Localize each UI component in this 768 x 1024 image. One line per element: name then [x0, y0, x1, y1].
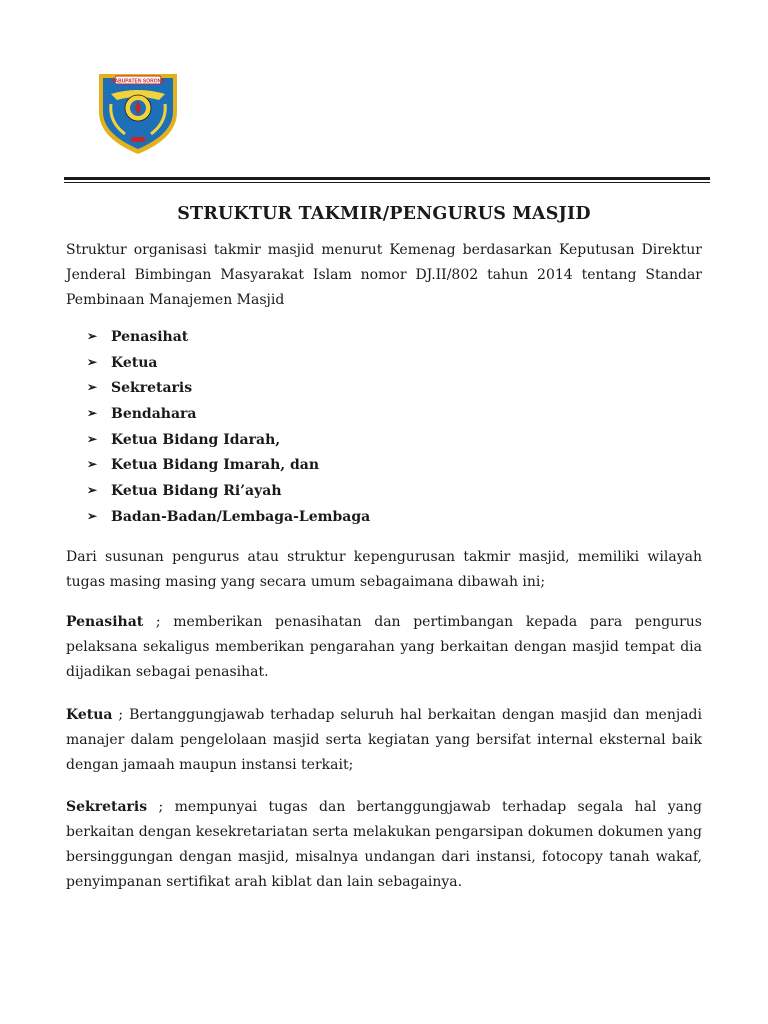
list-item	[87, 478, 370, 504]
list-item-label: Bendahara	[111, 406, 197, 423]
list-item-label: Sekretaris	[111, 380, 193, 397]
header-rule-thin	[64, 182, 710, 183]
structure-list	[87, 324, 370, 530]
list-item-label: Ketua Bidang Idarah,	[111, 431, 281, 448]
duties-intro-paragraph: Dari susunan pengurus atau struktur kepengurusan takmir masjid, memiliki wilayah tugas masing masing yang secara umum sebagaimana dibawah ini;	[66, 549, 702, 590]
section-text: ; memberikan penasihatan dan pertimbangan kepada para pengurus pelaksana sekaligus memberikan pengarahan yang berkaitan dengan masjid tempat dia dijadikan sebagai penasihat.	[66, 614, 702, 680]
list-item	[87, 452, 370, 478]
header-rule-thick	[64, 177, 710, 180]
list-item	[87, 401, 370, 427]
arrow-bullet-icon: ➢	[87, 483, 98, 498]
list-item	[87, 427, 370, 453]
list-item	[87, 504, 370, 530]
list-item	[87, 324, 370, 350]
section-text: ; Bertanggungjawab terhadap seluruh hal berkaitan dengan masjid dan menjadi manajer dalam pengelolaan masjid serta kegiatan yang bersifat internal eksternal baik dengan jamaah maupun instansi terkait;	[66, 707, 702, 773]
arrow-bullet-icon: ➢	[87, 508, 98, 523]
arrow-bullet-icon: ➢	[87, 457, 98, 472]
list-item	[87, 375, 370, 401]
list-item-label: Ketua	[111, 354, 158, 371]
arrow-bullet-icon: ➢	[87, 406, 98, 421]
section-text: ; mempunyai tugas dan bertanggungjawab terhadap segala hal yang berkaitan dengan kesekretariatan serta melakukan pengarsipan dokumen dokumen yang bersinggungan dengan masjid, misalnya undangan dari instansi, fotocopy tanah wakaf, penyimpanan sertifikat arah kiblat dan lain sebagainya.	[66, 799, 702, 890]
list-item	[87, 350, 370, 376]
list-item-label: Penasihat	[111, 329, 189, 345]
list-item-label: Ketua Bidang Imarah, dan	[111, 457, 320, 474]
arrow-bullet-icon: ➢	[87, 329, 98, 343]
regency-crest-logo	[93, 64, 183, 156]
arrow-bullet-icon: ➢	[87, 431, 98, 446]
intro-paragraph: Struktur organisasi takmir masjid menurut Kemenag berdasarkan Keputusan Direktur Jenderal Bimbingan Masyarakat Islam nomor DJ.II/802 tahun 2014 tentang Standar Pembinaan Manajemen Masjid	[66, 242, 702, 308]
penasihat-paragraph	[66, 610, 702, 685]
section-term: Ketua	[66, 707, 113, 723]
ketua-paragraph	[66, 703, 702, 778]
arrow-bullet-icon: ➢	[87, 380, 98, 395]
list-item-label: Ketua Bidang Ri’ayah	[111, 483, 282, 500]
sekretaris-paragraph	[66, 795, 702, 895]
section-term: Penasihat	[66, 614, 144, 630]
crest-banner-text: KABUPATEN SORONG	[110, 78, 166, 85]
crest-base-ribbon	[131, 137, 145, 142]
list-item-label: Badan-Badan/Lembaga-Lembaga	[111, 508, 371, 525]
section-term: Sekretaris	[66, 799, 148, 815]
page-title: STRUKTUR TAKMIR/PENGURUS MASJID	[177, 204, 591, 224]
arrow-bullet-icon: ➢	[87, 354, 98, 369]
